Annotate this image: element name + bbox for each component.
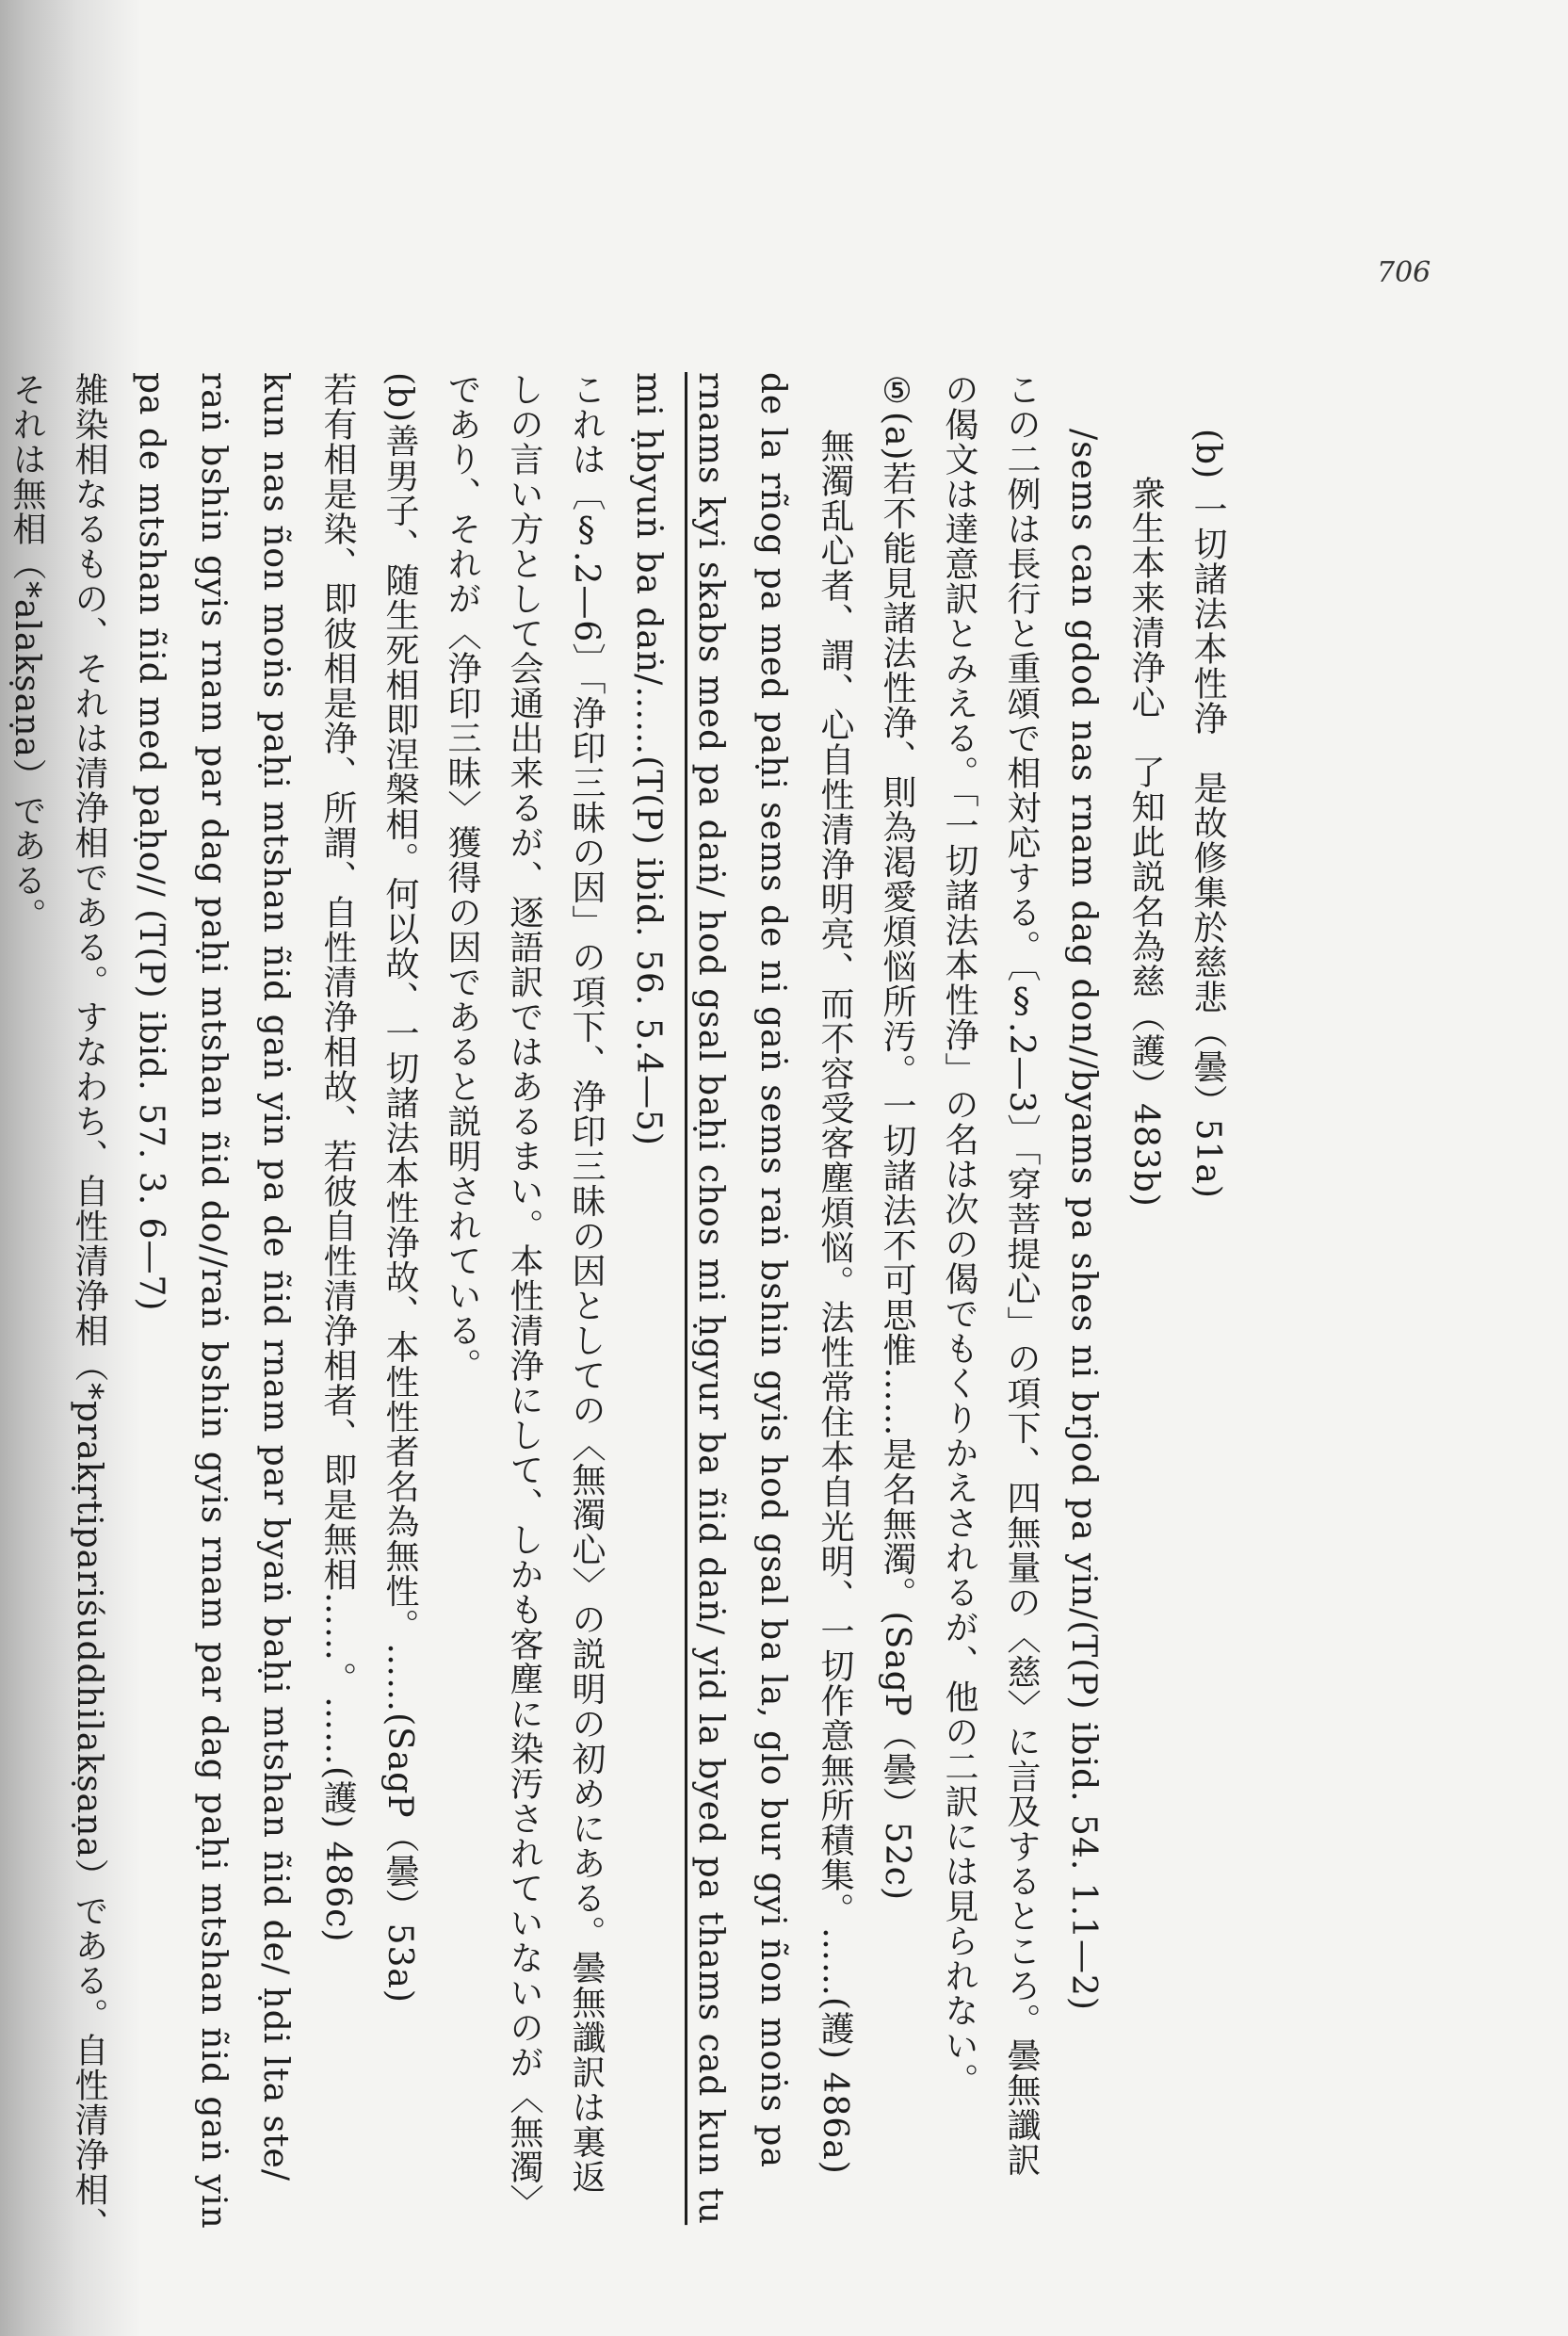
text-line: /sems can gdod nas rnam dag don//byams pa shes ni brjod pa yin/(T(P) ibid. 54. 1.1—2) (1064, 429, 1103, 2011)
text-line: (b) 一切諸法本性浄 是故修集於慈悲（曇）51a) (1188, 429, 1227, 1199)
vertical-text-body (8, 372, 1238, 2247)
text-line: kun nas ñon moṅs paḥi mtshan ñid gaṅ yin pa de ñid rnam par byaṅ baḥi mtshan ñid de/ ḥdi lta ste/ (256, 372, 295, 2182)
text-line: pa de mtshan ñid med paḥo// (T(P) ibid. 57. 3. 6—7) (132, 372, 170, 1312)
text-line: 若有相是染、即彼相是浄、所謂、自性清浄相故、若彼自性清浄相者、即是無相……。……(護) 486c) (318, 372, 357, 1943)
page-number: 706 (1377, 256, 1431, 289)
text-line: raṅ bshin gyis rnam par dag paḥi mtshan ñid do//raṅ bshin gyis rnam par dag paḥi mtshan ñid gaṅ yin (194, 372, 233, 2230)
text-line: しの言い方として会通出来るが、逐語訳ではあるまい。本性清浄にして、しかも客塵に染汚されていないのが〈無濁〉 (505, 372, 543, 2219)
text-line: ⑤(a)若不能見諸法性浄、則為渇愛煩悩所汚。一切諸法不可思惟……是名無濁。(SagP（曇）52c) (878, 372, 916, 1902)
text-line: mi ḥbyuṅ ba daṅ/……(T(P) ibid. 56. 5.4—5) (629, 372, 668, 1146)
text-line: それは無相（*alakṣaṇa）である。 (8, 372, 46, 933)
text-line: の偈文は達意訳とみえる。「一切諸法本性浄」の名は次の偈でもくりかえされるが、他の二訳には見られない。 (940, 372, 978, 2098)
text-line: この二例は長行と重頌で相対応する。〔§.2—3〕「穿菩提心」の項下、四無量の〈慈〉に言及するところ。曇無讖訳 (1002, 372, 1041, 2178)
text-line: 無濁乱心者、謂、心自性清浄明亮、而不容受客塵煩悩。法性常住本自光明、一切作意無所積集。……(護) 486a) (816, 429, 854, 2175)
text-line: (b)善男子、随生死相即涅槃相。何以故、一切諸法本性浄故、本性性者名為無性。……(SagP（曇）53a) (380, 372, 419, 2003)
text-line: であり、それが〈浄印三昧〉獲得の因であると説明されている。 (443, 372, 481, 1383)
text-line: これは〔§.2—6〕「浄印三昧の因」の項下、浄印三昧の因としての〈無濁心〉の説明の初めにある。曇無讖訳は裏返 (567, 372, 606, 2195)
text-line: de la rñog pa med paḥi sems de ni gaṅ sems raṅ bshin gyis hod gsal ba la, glo bur gyi ñon moṅs pa (753, 372, 792, 2168)
text-line: 雑染相なるもの、それは清浄相である。すなわち、自性清浄相（*prakṛtipariśuddhilakṣaṇa）である。自性清浄相、 (70, 372, 108, 2242)
text-line: rnams kyi skabs med pa daṅ/ hod gsal baḥi chos mi ḥgyur ba ñid daṅ/ yid la byed pa thams cad kun tu (691, 372, 730, 2226)
text-line: 衆生本来清浄心 了知此説名為慈（護）483b) (1126, 476, 1165, 1208)
